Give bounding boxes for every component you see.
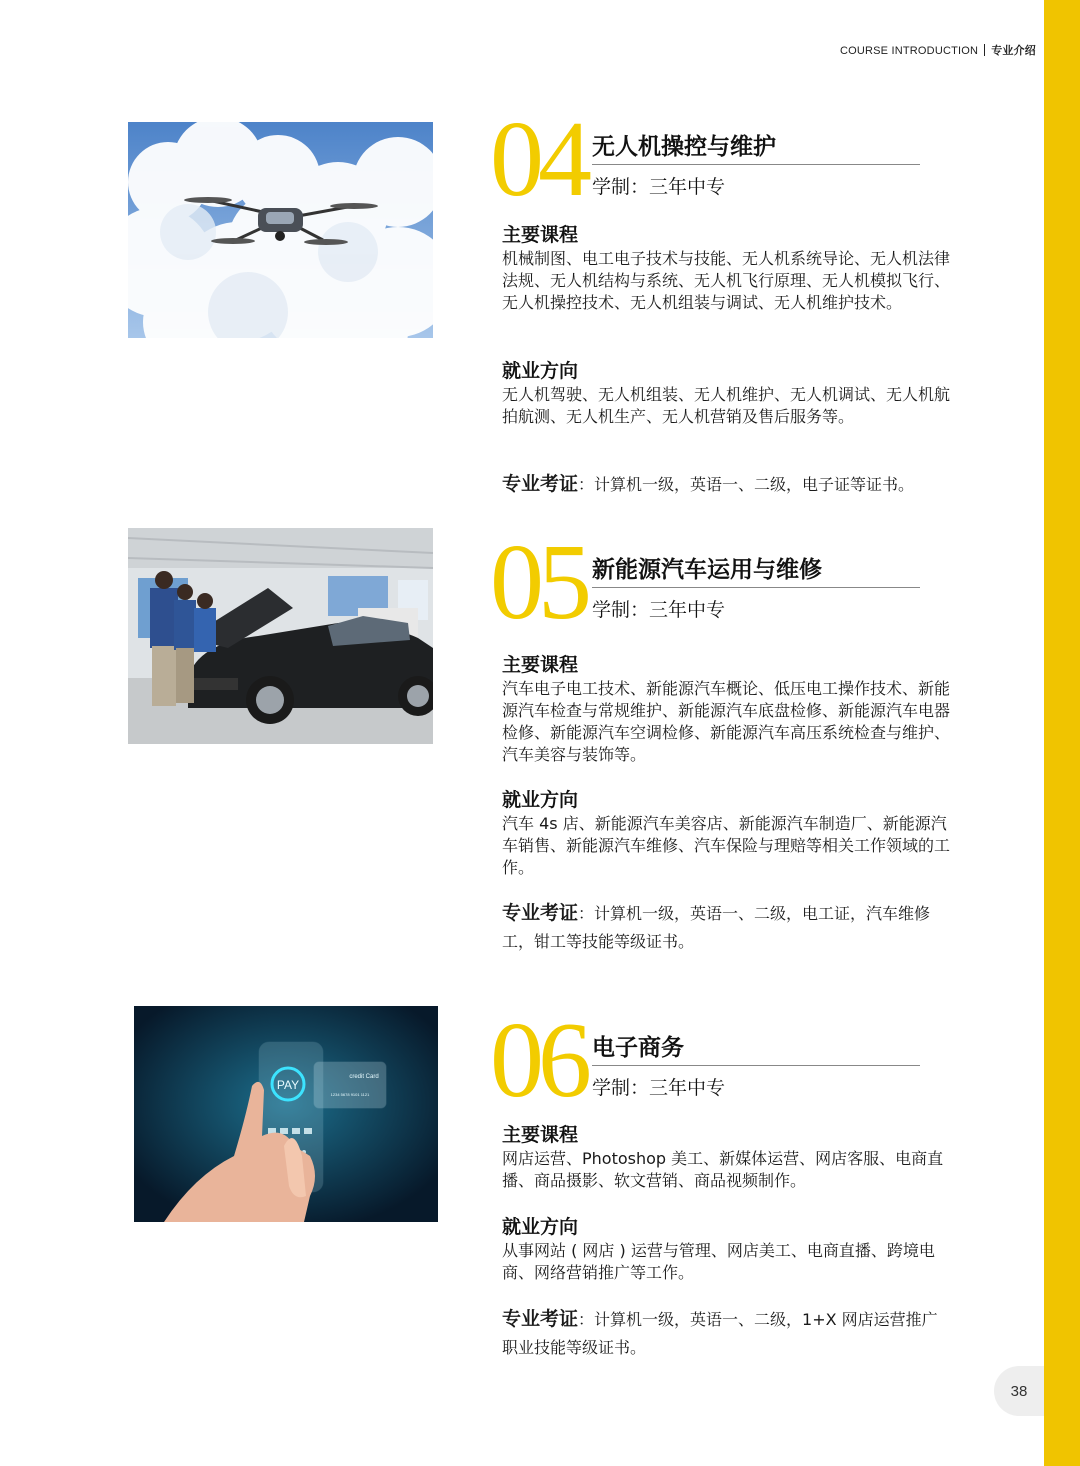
- title-divider: [592, 587, 920, 588]
- section-title: 电子商务: [592, 1035, 684, 1061]
- mobile-payment-photo: [134, 1006, 438, 1222]
- certificate-text: ：计算机一级，英语一、二级，电子证等证书。: [578, 475, 915, 494]
- jobs-heading: 就业方向: [502, 789, 579, 811]
- section-number: 06: [490, 1001, 586, 1120]
- pay-label: PAY: [276, 1078, 300, 1092]
- jobs-heading: 就业方向: [502, 1216, 579, 1238]
- jobs-block: [502, 358, 950, 428]
- section-duration: 学制：三年中专: [592, 176, 726, 198]
- title-divider: [592, 164, 920, 165]
- section-title: 新能源汽车运用与维修: [592, 557, 822, 583]
- courses-text: 网店运营、Photoshop 美工、新媒体运营、网店客服、电商直播、商品摄影、软文营销、商品视频制作。: [502, 1149, 944, 1190]
- certificate-line: [502, 899, 950, 956]
- title-divider: [592, 1065, 920, 1066]
- certificate-text: ：计算机一级，英语一、二级，电工证，汽车维修工，钳工等技能等级证书。: [502, 904, 931, 951]
- courses-block: [502, 1122, 950, 1192]
- courses-text: 汽车电子电工技术、新能源汽车概论、低压电工操作技术、新能源汽车检查与常规维护、新能源汽车底盘检修、新能源汽车电器检修、新能源汽车空调检修、新能源汽车高压系统检查与维护、汽车美容与装饰等。: [502, 679, 951, 764]
- header-divider: [984, 44, 985, 56]
- drone-photo: [128, 122, 433, 338]
- page-number: 38: [994, 1366, 1044, 1416]
- yellow-side-bar: [1044, 0, 1080, 1466]
- courses-heading: 主要课程: [502, 1124, 579, 1146]
- section-number: 04: [490, 100, 586, 219]
- car-repair-photo: [128, 528, 433, 744]
- jobs-text: 无人机驾驶、无人机组装、无人机维护、无人机调试、无人机航拍航测、无人机生产、无人机营销及售后服务等。: [502, 385, 951, 426]
- card-number: 1234 5678 9101 1121: [330, 1092, 370, 1097]
- section-duration: 学制：三年中专: [592, 1077, 726, 1099]
- jobs-block: [502, 1214, 950, 1284]
- section-number: 05: [490, 523, 586, 642]
- certificate-text: ：计算机一级，英语一、二级，1+X 网店运营推广职业技能等级证书。: [502, 1310, 938, 1357]
- jobs-text: 汽车 4s 店、新能源汽车美容店、新能源汽车制造厂、新能源汽车销售、新能源汽车维修、汽车保险与理赔等相关工作领域的工作。: [502, 814, 951, 877]
- major-section-new-energy-vehicle: [490, 523, 951, 965]
- certificate-label: 专业考证: [502, 473, 579, 495]
- certificate-line: [502, 470, 950, 499]
- jobs-block: [502, 787, 950, 879]
- header-english: COURSE INTRODUCTION: [839, 45, 979, 57]
- courses-text: 机械制图、电工电子技术与技能、无人机系统导论、无人机法律法规、无人机结构与系统、无人机飞行原理、无人机模拟飞行、无人机操控技术、无人机组装与调试、无人机维护技术。: [502, 249, 951, 312]
- jobs-heading: 就业方向: [502, 360, 579, 382]
- section-duration: 学制：三年中专: [592, 599, 726, 621]
- courses-heading: 主要课程: [502, 224, 579, 246]
- header-chinese: 专业介绍: [991, 44, 1036, 57]
- certificate-label: 专业考证: [502, 902, 579, 924]
- major-section-e-commerce: [490, 1001, 950, 1363]
- courses-heading: 主要课程: [502, 654, 579, 676]
- page-header: [840, 42, 1036, 58]
- section-title: 无人机操控与维护: [592, 134, 776, 160]
- jobs-text: 从事网站 ( 网店 ) 运营与管理、网店美工、电商直播、跨境电商、网络营销推广等工作。: [502, 1241, 935, 1282]
- card-label: credit Card: [349, 1074, 379, 1080]
- certificate-label: 专业考证: [502, 1308, 579, 1330]
- major-section-drone: [490, 100, 951, 502]
- courses-block: [502, 222, 950, 314]
- certificate-line: [502, 1305, 950, 1362]
- courses-block: [502, 652, 950, 766]
